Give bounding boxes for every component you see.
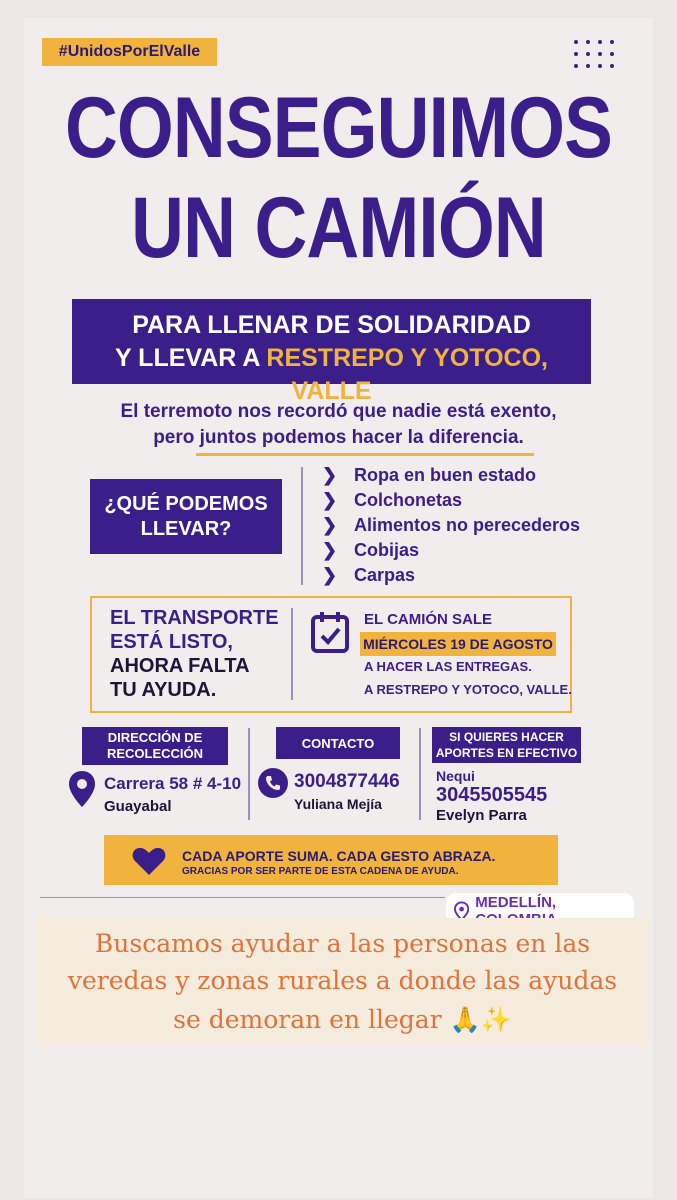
intro-line-1: El terremoto nos recordó que nadie está exento, <box>120 401 557 422</box>
list-item <box>322 538 580 563</box>
banner-destination: RESTREPO Y YOTOCO, VALLE <box>266 344 548 405</box>
departure-date: MIÉRCOLES 19 DE AGOSTO <box>360 632 556 656</box>
what-to-bring-title <box>90 479 282 554</box>
transport-line-4: TU AYUDA. <box>110 679 217 701</box>
banner-line-1: PARA LLENAR DE SOLIDARIDAD <box>132 311 531 339</box>
item-label: Alimentos no perecederos <box>354 515 581 535</box>
list-item <box>322 513 580 538</box>
caption-line-1: Buscamos ayudar a las personas en las <box>94 929 591 958</box>
heart-icon <box>132 846 166 876</box>
address-tag <box>82 727 228 765</box>
item-label: Cobijas <box>354 540 420 560</box>
footer-line-1: CADA APORTE SUMA. CADA GESTO ABRAZA. <box>182 848 496 864</box>
location-label: MEDELLÍN, <box>475 894 557 911</box>
what-title-line-2: LLEVAR? <box>140 518 232 540</box>
transport-line-3: AHORA FALTA <box>110 655 250 677</box>
deliver-line-2: A RESTREPO Y YOTOCO, VALLE. <box>364 682 572 697</box>
headline-line-1: CONSEGUIMOS <box>64 80 613 176</box>
address-tag-line-2: RECOLECCIÓN <box>106 746 204 761</box>
chevron-right-icon: ❯ <box>322 565 338 585</box>
list-item <box>322 488 580 513</box>
footer-line-2: GRACIAS POR SER PARTE DE ESTA CADENA DE AYUDA. <box>182 866 459 877</box>
address-street: Carrera 58 # 4-10 <box>104 774 242 793</box>
chevron-right-icon: ❯ <box>322 515 338 535</box>
calendar-check-icon <box>310 610 350 654</box>
cash-tag <box>432 727 581 763</box>
transport-line-1: EL TRANSPORTE <box>110 607 279 629</box>
divider <box>248 728 250 820</box>
caption-line-3: se demoran en llegar 🙏✨ <box>173 1005 512 1034</box>
banner-line-2-prefix: Y LLEVAR A <box>115 344 267 372</box>
cash-tag-line-2: APORTES EN EFECTIVO <box>435 746 578 760</box>
hashtag-badge: #UnidosPorElValle <box>42 38 217 66</box>
contact-name: Yuliana Mejía <box>294 796 382 812</box>
items-list <box>322 463 580 588</box>
dot-grid-decoration <box>572 38 620 74</box>
address-tag-line-1: DIRECCIÓN DE <box>107 730 203 745</box>
contact-tag: CONTACTO <box>276 727 400 759</box>
divider <box>419 728 421 820</box>
intro-line-2: pero juntos podemos hacer la diferencia. <box>153 427 524 448</box>
address-neighborhood: Guayabal <box>104 798 172 815</box>
transport-message <box>110 606 279 702</box>
truck-leaves-label: EL CAMIÓN SALE <box>364 611 493 628</box>
purpose-banner <box>72 299 591 405</box>
highlight-underline <box>196 453 534 456</box>
divider <box>291 608 293 700</box>
nequi-account-name: Evelyn Parra <box>436 807 527 824</box>
chevron-right-icon: ❯ <box>322 465 338 485</box>
item-label: Colchonetas <box>354 490 463 510</box>
transport-line-2: ESTÁ LISTO, <box>110 631 233 653</box>
cash-tag-line-1: SI QUIERES HACER <box>449 730 564 744</box>
nequi-number[interactable]: 3045505545 <box>436 784 548 806</box>
list-item <box>322 563 580 588</box>
divider <box>301 467 303 585</box>
item-label: Carpas <box>354 565 416 585</box>
contact-phone[interactable]: 3004877446 <box>294 771 400 792</box>
what-title-line-1: ¿QUÉ PODEMOS <box>104 493 268 515</box>
nequi-label: Nequi <box>436 768 475 784</box>
chevron-right-icon: ❯ <box>322 540 338 560</box>
caption-line-2: veredas y zonas rurales a donde las ayudas <box>67 966 618 995</box>
list-item <box>322 463 580 488</box>
item-label: Ropa en buen estado <box>354 465 537 485</box>
map-pin-icon <box>68 770 96 808</box>
deliver-line-1: A HACER LAS ENTREGAS. <box>364 659 532 674</box>
divider <box>40 897 445 898</box>
phone-icon <box>258 768 288 798</box>
chevron-right-icon: ❯ <box>322 490 338 510</box>
headline-line-2: UN CAMIÓN <box>131 180 546 276</box>
